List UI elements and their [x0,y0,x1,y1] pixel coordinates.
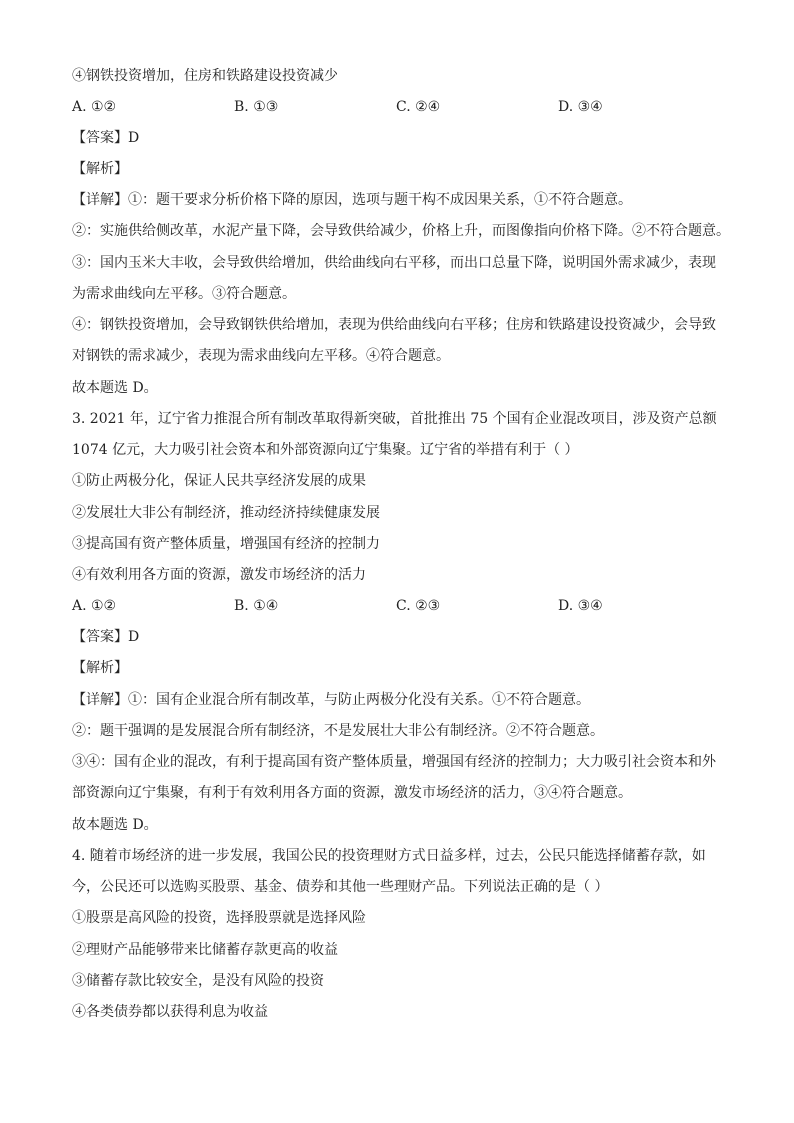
q2-detail-4a: ④：钢铁投资增加，会导致钢铁供给增加，表现为供给曲线向右平移；住房和铁路建设投资减少，会导致 [72,317,716,333]
q3-stem-line-1: 3. 2021 年，辽宁省力推混合所有制改革取得新突破，首批推出 75 个国有企业混改项目，涉及资产总额 [72,411,717,427]
q3-detail-3a: ③④：国有企业的混改，有利于提高国有资产整体质量，增强国有经济的控制力；大力吸引社会资本和外 [72,754,716,770]
q4-statement-2: ②理财产品能够带来比储蓄存款更高的收益 [72,942,338,958]
q2-analysis-heading: 【解析】 [72,161,128,177]
q2-options [72,97,712,117]
q4-stem-line-1: 4. 随着市场经济的进一步发展，我国公民的投资理财方式日益多样，过去，公民只能选择储蓄存款，如 [72,848,706,864]
q2-option-d: D. ③④ [558,99,603,115]
q2-detail-2: ②：实施供给侧改革，水泥产量下降，会导致供给减少，价格上升，而图像指向价格下降。②不符合题意。 [72,223,730,239]
q4-statement-3: ③储蓄存款比较安全，是没有风险的投资 [72,973,324,989]
q3-conclusion: 故本题选 D。 [72,817,158,833]
q3-option-d: D. ③④ [558,598,603,614]
q2-answer: 【答案】D [72,130,140,146]
q3-detail-2: ②：题干强调的是发展混合所有制经济，不是发展壮大非公有制经济。②不符合题意。 [72,723,604,739]
q3-option-b: B. ①④ [234,598,279,614]
q2-detail-3a: ③：国内玉米大丰收，会导致供给增加，供给曲线向右平移，而出口总量下降，说明国外需求减少，表现 [72,255,716,271]
q4-statement-4: ④各类债券都以获得利息为收益 [72,1004,268,1020]
q3-statement-1: ①防止两极分化，保证人民共享经济发展的成果 [72,473,366,489]
q3-statement-2: ②发展壮大非公有制经济，推动经济持续健康发展 [72,505,380,521]
q3-detail-3b: 部资源向辽宁集聚，有利于有效利用各方面的资源，激发市场经济的活力，③④符合题意。 [72,785,632,801]
q3-detail-1: 【详解】①：国有企业混合所有制改革，与防止两极分化没有关系。①不符合题意。 [72,692,590,708]
q2-option-b: B. ①③ [234,99,279,115]
q4-stem-line-2: 今，公民还可以选购买股票、基金、债券和其他一些理财产品。下列说法正确的是（ ） [72,879,609,895]
q2-option-a: A. ①② [72,99,117,115]
q3-statement-4: ④有效利用各方面的资源，激发市场经济的活力 [72,567,366,583]
q2-detail-3b: 为需求曲线向左平移。③符合题意。 [72,286,296,302]
q3-options [72,596,712,616]
q2-statement-4: ④钢铁投资增加，住房和铁路建设投资减少 [72,68,338,84]
q3-option-c: C. ②③ [396,598,441,614]
q4-statement-1: ①股票是高风险的投资，选择股票就是选择风险 [72,910,366,926]
q3-statement-3: ③提高国有资产整体质量，增强国有经济的控制力 [72,536,380,552]
q2-detail-1: 【详解】①：题干要求分析价格下降的原因，选项与题干构不成因果关系，①不符合题意。 [72,192,632,208]
q3-answer: 【答案】D [72,629,140,645]
q3-option-a: A. ①② [72,598,117,614]
q2-option-c: C. ②④ [396,99,441,115]
q3-analysis-heading: 【解析】 [72,660,128,676]
q2-detail-4b: 对钢铁的需求减少，表现为需求曲线向左平移。④符合题意。 [72,348,450,364]
q2-conclusion: 故本题选 D。 [72,380,158,396]
q3-stem-line-2: 1074 亿元，大力吸引社会资本和外部资源向辽宁集聚。辽宁省的举措有利于（ ） [72,442,579,458]
